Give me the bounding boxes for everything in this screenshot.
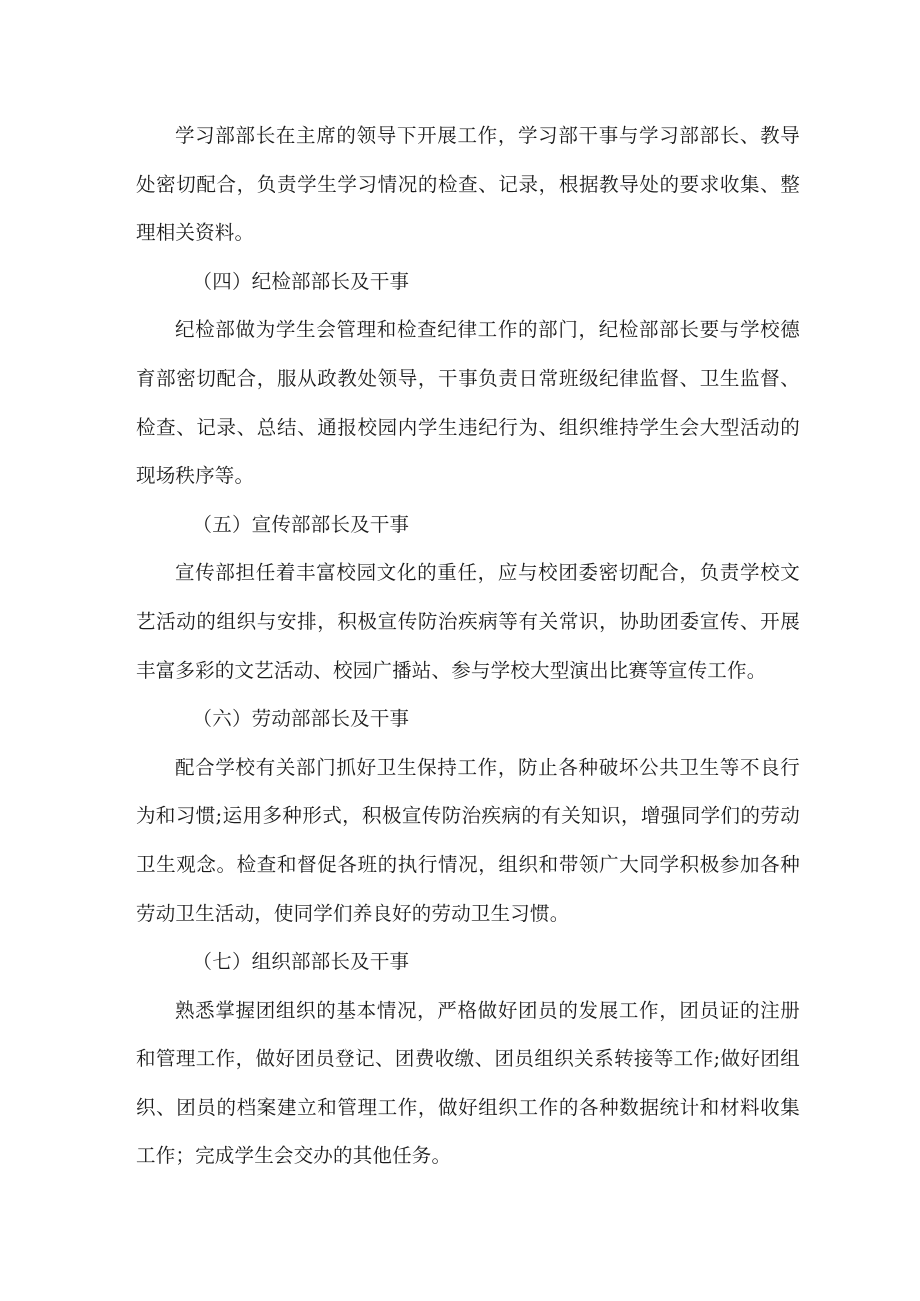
- heading-discipline-dept: （四）纪检部部长及干事: [192, 269, 410, 293]
- document-body: [136, 112, 800, 1181]
- heading-labor-dept: （六）劳动部部长及干事: [192, 707, 410, 731]
- heading-publicity-dept: （五）宣传部部长及干事: [192, 512, 410, 536]
- paragraph-labor-dept: 配合学校有关部门抓好卫生保持工作，防止各种破坏公共卫生等不良行为和习惯;运用多种形式，积极宣传防治疾病的有关知识，增强同学们的劳动卫生观念。检查和督促各班的执行情况，组织和带领广大同学积极参加各种劳动卫生活动，使同学们养良好的劳动卫生习惯。: [136, 755, 800, 925]
- paragraph-organization-dept: 熟悉掌握团组织的基本情况，严格做好团员的发展工作，团员证的注册和管理工作，做好团员登记、团费收缴、团员组织关系转接等工作;做好团组织、团员的档案建立和管理工作，做好组织工作的各种数据统计和材料收集工作；完成学生会交办的其他任务。: [136, 998, 800, 1168]
- heading-organization-dept: （七）组织部部长及干事: [192, 950, 410, 974]
- paragraph-publicity-dept: 宣传部担任着丰富校园文化的重任，应与校团委密切配合，负责学校文艺活动的组织与安排，积极宣传防治疾病等有关常识，协助团委宣传、开展丰富多彩的文艺活动、校园广播站、参与学校大型演出比赛等宣传工作。: [136, 561, 800, 682]
- paragraph-discipline-dept: 纪检部做为学生会管理和检查纪律工作的部门，纪检部部长要与学校德育部密切配合，服从政教处领导，干事负责日常班级纪律监督、卫生监督、检查、记录、总结、通报校园内学生违纪行为、组织维持学生会大型活动的现场秩序等。: [136, 318, 800, 488]
- paragraph-study-dept: 学习部部长在主席的领导下开展工作，学习部干事与学习部部长、教导处密切配合，负责学生学习情况的检查、记录，根据教导处的要求收集、整理相关资料。: [136, 124, 800, 245]
